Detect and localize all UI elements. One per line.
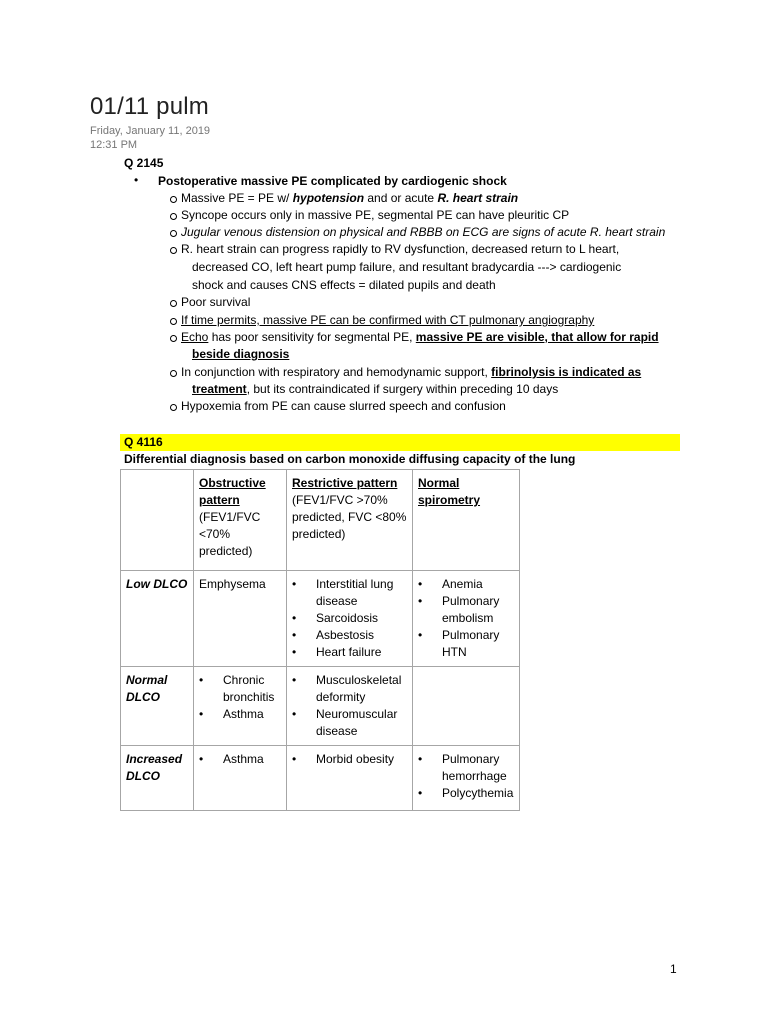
list-item: Syncope occurs only in massive PE, segmental PE can have pleuritic CP	[181, 208, 570, 222]
table-cell	[413, 746, 520, 811]
list-item: Hypoxemia from PE can cause slurred speech and confusion	[181, 399, 506, 413]
question-label: Q 2145	[124, 156, 164, 170]
question-heading: Postoperative massive PE complicated by cardiogenic shock	[158, 174, 507, 188]
item-text-emphasis: hypotension	[292, 191, 365, 205]
list-item: • Polycythemia	[418, 785, 514, 802]
cell-list	[418, 576, 514, 661]
row-label: Low DLCO	[121, 571, 194, 667]
list-item: • Morbid obesity	[292, 751, 407, 768]
table-row	[121, 746, 520, 811]
item-text-underline: Echo	[181, 330, 209, 344]
circle-bullet-icon	[170, 300, 177, 307]
dlco-table	[120, 469, 520, 811]
table-row	[121, 571, 520, 667]
list-item: • Musculoskeletal deformity	[292, 672, 407, 706]
item-text-emphasis: fibrinolysis is indicated as	[491, 365, 642, 379]
item-text: In conjunction with respiratory and hemodynamic support,	[181, 365, 492, 379]
table-header-normal	[413, 470, 520, 571]
cell-list	[418, 751, 514, 802]
header-subtitle: (FEV1/FVC >70% predicted, FVC <80% predicted)	[292, 493, 407, 541]
table-cell: Emphysema	[194, 571, 287, 667]
list-item	[181, 364, 641, 381]
list-item: • Pulmonary embolism	[418, 593, 514, 627]
list-item: • Interstitial lung disease	[292, 576, 407, 610]
highlight-bar	[120, 434, 680, 451]
list-item: R. heart strain can progress rapidly to RV dysfunction, decreased return to L heart,	[181, 242, 620, 256]
table-header-obstructive	[194, 470, 287, 571]
header-subtitle: (FEV1/FVC <70% predicted)	[199, 510, 261, 558]
circle-bullet-icon	[170, 196, 177, 203]
cell-list	[292, 576, 407, 661]
item-text-emphasis: treatment	[192, 382, 247, 396]
header-title: Obstructive pattern	[199, 476, 266, 507]
item-text-emphasis: massive PE are visible, that allow for rapid	[415, 330, 659, 344]
list-item: • Anemia	[418, 576, 514, 593]
list-item	[181, 329, 659, 346]
table-row	[121, 667, 520, 746]
table-cell	[194, 746, 287, 811]
list-item	[181, 190, 518, 207]
list-item: • Neuromuscular disease	[292, 706, 407, 740]
circle-bullet-icon	[170, 370, 177, 377]
item-text: and or acute	[364, 191, 438, 205]
list-item: • Asbestosis	[292, 627, 407, 644]
cell-list	[199, 672, 281, 723]
list-item: • Pulmonary hemorrhage	[418, 751, 514, 785]
list-item: • Heart failure	[292, 644, 407, 661]
table-cell	[287, 746, 413, 811]
circle-bullet-icon	[170, 404, 177, 411]
note-time: 12:31 PM	[90, 139, 138, 151]
list-item-continuation: beside diagnosis	[192, 347, 290, 361]
cell-list	[292, 751, 407, 768]
page-title: 01/11 pulm	[90, 93, 209, 120]
item-text: Massive PE = PE w/	[181, 191, 293, 205]
page-number: 1	[670, 962, 677, 976]
list-item: • Asthma	[199, 706, 281, 723]
list-item-continuation: shock and causes CNS effects = dilated pupils and death	[192, 278, 496, 292]
question-label: Q 4116	[124, 435, 163, 449]
list-item: Jugular venous distension on physical and RBBB on ECG are signs of acute R. heart strain	[181, 225, 666, 239]
header-title: Normal spirometry	[418, 476, 481, 507]
cell-list	[292, 672, 407, 740]
table-cell	[413, 667, 520, 746]
table-cell	[287, 571, 413, 667]
table-header-row	[121, 470, 520, 571]
circle-bullet-icon	[170, 230, 177, 237]
list-item: Poor survival	[181, 295, 251, 309]
item-text-emphasis: R. heart strain	[437, 191, 519, 205]
list-item: If time permits, massive PE can be confirmed with CT pulmonary angiography	[181, 313, 595, 327]
table-cell	[287, 667, 413, 746]
question-heading: Differential diagnosis based on carbon monoxide diffusing capacity of the lung	[124, 452, 576, 466]
header-title: Restrictive pattern	[292, 476, 398, 490]
circle-bullet-icon	[170, 335, 177, 342]
list-item: • Pulmonary HTN	[418, 627, 514, 661]
cell-list	[199, 751, 281, 768]
list-item-continuation	[192, 381, 558, 398]
note-date: Friday, January 11, 2019	[90, 125, 211, 137]
table-corner-cell	[121, 470, 194, 571]
table-cell	[194, 667, 287, 746]
list-item: • Sarcoidosis	[292, 610, 407, 627]
list-item: • Chronic bronchitis	[199, 672, 281, 706]
row-label: Normal DLCO	[121, 667, 194, 746]
circle-bullet-icon	[170, 213, 177, 220]
list-item: • Asthma	[199, 751, 281, 768]
circle-bullet-icon	[170, 247, 177, 254]
table-cell	[413, 571, 520, 667]
circle-bullet-icon	[170, 318, 177, 325]
bullet-icon: •	[134, 173, 139, 187]
row-label: Increased DLCO	[121, 746, 194, 811]
table-header-restrictive	[287, 470, 413, 571]
item-text: , but its contraindicated if surgery within preceding 10 days	[246, 382, 559, 396]
list-item-continuation: decreased CO, left heart pump failure, and resultant bradycardia ---> cardiogenic	[192, 260, 622, 274]
item-text: has poor sensitivity for segmental PE,	[208, 330, 416, 344]
